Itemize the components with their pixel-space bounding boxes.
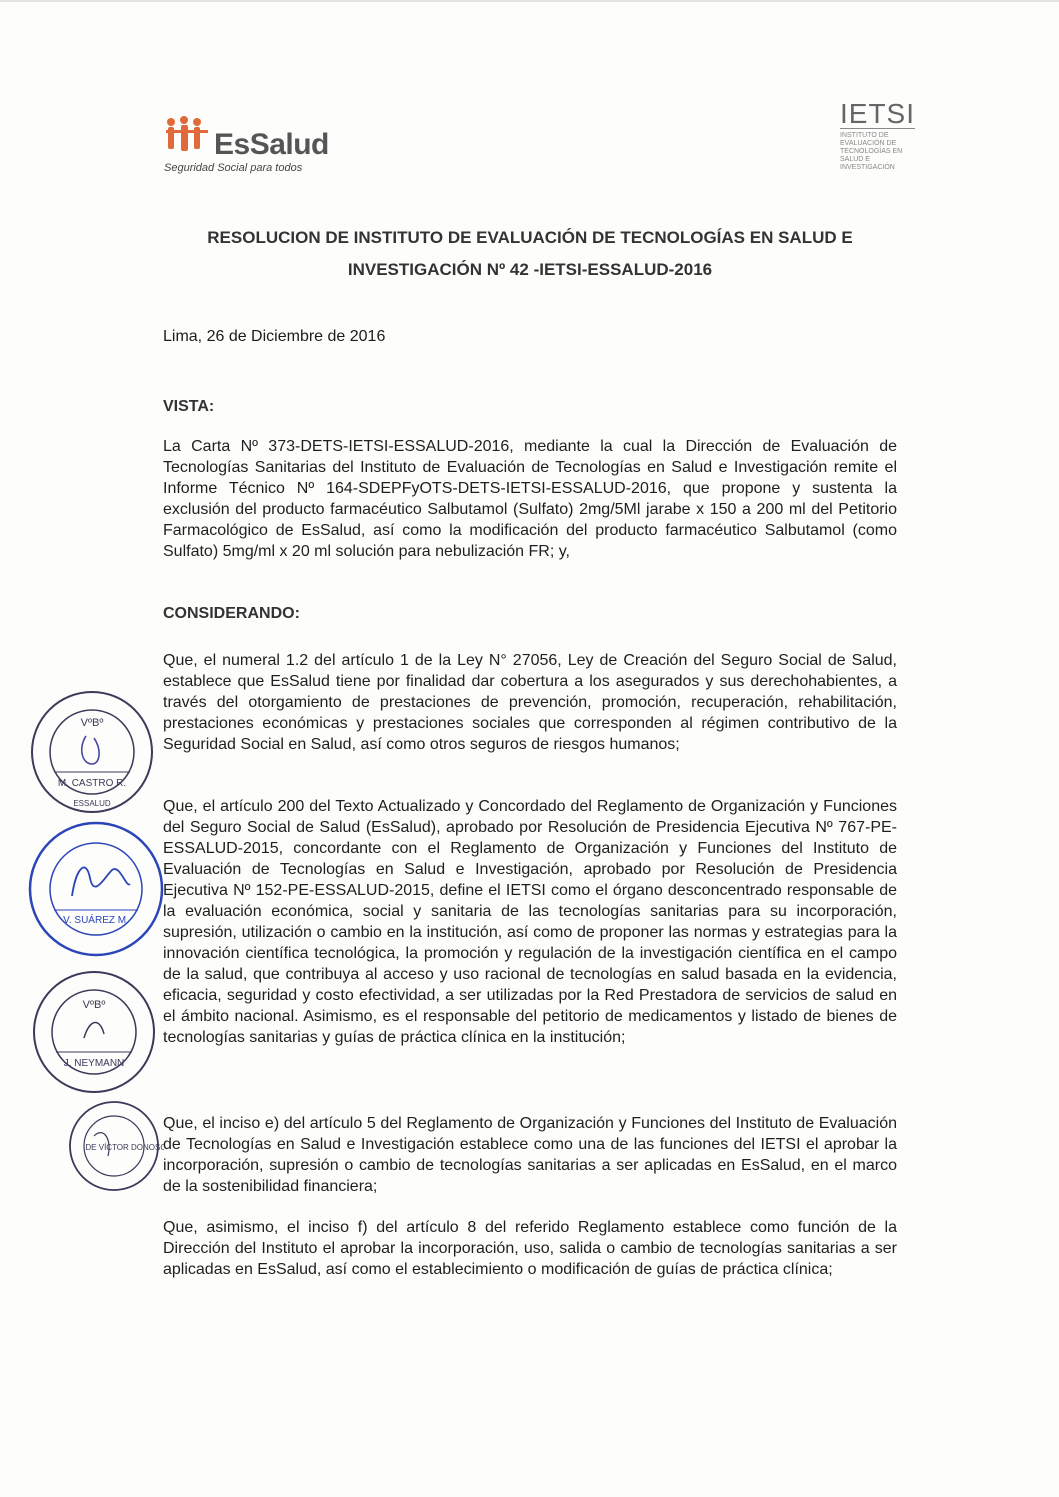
title-line-1: RESOLUCION DE INSTITUTO DE EVALUACIÓN DE TECNOLOGÍAS EN SALUD E	[207, 228, 853, 247]
considerando-paragraph-1: Que, el numeral 1.2 del artículo 1 de la Ley N° 27056, Ley de Creación del Seguro Social de Salud, establece que EsSalud tiene por finalidad dar cobertura a los asegurados y sus derechohabientes, a través del otorgamiento de prestaciones de prevención, promoción, recuperación, rehabilitación, prestaciones económicas y prestaciones sociales que corresponden al régimen contributivo de la Seguridad Social en Salud, así como otros seguros de riesgos humanos;	[163, 652, 897, 753]
ietsi-logo-subtitle: INSTITUTO DE EVALUACIÓN DE TECNOLOGÍAS EN SALUD E INVESTIGACIÓN	[840, 132, 903, 171]
essalud-logo-text: EsSalud	[214, 128, 329, 161]
considerando-paragraph-4: Que, asimismo, el inciso f) del artículo 8 del referido Reglamento establece como función de la Dirección del Instituto el aprobar la incorporación, uso, salida o cambio de tecnologías sanitarias a ser aplicadas en EsSalud, así como el establecimiento o modificación de guías de práctica clínica;	[163, 1219, 897, 1278]
stamp-seal-icon	[24, 818, 168, 960]
resolution-title	[160, 222, 900, 286]
ietsi-logo	[840, 100, 920, 180]
svg-text:M. CASTRO R.: M. CASTRO R.	[57, 778, 127, 789]
svg-text:DE VÍCTOR DONOSO: DE VÍCTOR DONOSO	[85, 1143, 164, 1152]
stamp-neymann	[30, 968, 158, 1096]
considerando-paragraph-3: Que, el inciso e) del artículo 5 del Reglamento de Organización y Funciones del Instituto de Evaluación de Tecnologías en Salud e Investigación establece como una de las funciones del IETSI el aprobar la incorporación, supresión o cambio de tecnologías sanitarias a ser aplicadas en EsSalud, en el marco de la sostenibilidad financiera;	[163, 1115, 897, 1195]
stamp-seal-icon	[28, 688, 156, 816]
stamp-seal-icon	[30, 968, 158, 1096]
svg-text:VºBº: VºBº	[80, 717, 104, 729]
svg-text:ESSALUD: ESSALUD	[73, 799, 111, 808]
svg-text:V. SUÁREZ M.: V. SUÁREZ M.	[63, 915, 129, 926]
people-figures-icon	[164, 116, 220, 156]
vista-heading: VISTA:	[163, 398, 215, 415]
ietsi-logo-text: IETSI	[840, 98, 916, 129]
considerando-paragraph-2: Que, el artículo 200 del Texto Actualizado y Concordado del Reglamento de Organización y Funciones del Seguro Social de Salud (EsSalud), aprobado por Resolución de Presidencia Ejecutiva Nº 767-PE-ESSALUD-2015, concordante con el Reglamento de Organización y Funciones del Instituto de Evaluación de Tecnologías en Salud e Investigación, aprobado por Resolución de Presidencia Ejecutiva Nº 152-PE-ESSALUD-2015, define el IETSI como el órgano desconcentrado responsable de la evaluación económica, social y sanitaria de las tecnologías sanitarias para su incorporación, supresión, utilización o cambio en la institución, así como de proponer las normas y estrategias para la innovación científica tecnológica, la promoción y regulación de la investigación científica en el campo de la salud, que contribuya al acceso y uso racional de tecnologías en salud basada en la evidencia, eficacia, seguridad y costo efectividad, a ser utilizadas por la Red Prestadora de servicios de salud en el ámbito nacional. Asimismo, es el responsable del petitorio de medicamentos y listado de bienes de tecnologías sanitarias y guías de práctica clínica en la institución;	[163, 798, 897, 1046]
essalud-logo	[164, 112, 364, 182]
svg-text:J. NEYMANN: J. NEYMANN	[63, 1058, 125, 1069]
essalud-tagline: Seguridad Social para todos	[164, 162, 303, 174]
stamp-castro	[28, 688, 156, 816]
considerando-heading: CONSIDERANDO:	[163, 605, 300, 622]
letterhead	[0, 0, 1059, 190]
stamp-donoso	[64, 1096, 164, 1196]
document-date: Lima, 26 de Diciembre de 2016	[163, 328, 386, 345]
vista-paragraph: La Carta Nº 373-DETS-IETSI-ESSALUD-2016, mediante la cual la Dirección de Evaluación de Tecnologías Sanitarias del Instituto de Evaluación de Tecnologías en Salud e Investigación remite el Informe Técnico Nº 164-SDEPFyOTS-DETS-IETSI-ESSALUD-2016, que propone y sustenta la exclusión del producto farmacéutico Salbutamol (Sulfato) 2mg/5Ml jarabe x 150 a 200 ml del Petitorio Farmacológico de EsSalud, así como la modificación del producto farmacéutico Salbutamol (como Sulfato) 5mg/ml x 20 ml solución para nebulización FR; y,	[163, 438, 897, 560]
svg-text:VºBº: VºBº	[82, 999, 106, 1011]
stamp-seal-icon	[64, 1096, 164, 1196]
stamp-suarez	[24, 818, 168, 960]
title-line-2: INVESTIGACIÓN Nº 42 -IETSI-ESSALUD-2016	[347, 260, 713, 279]
